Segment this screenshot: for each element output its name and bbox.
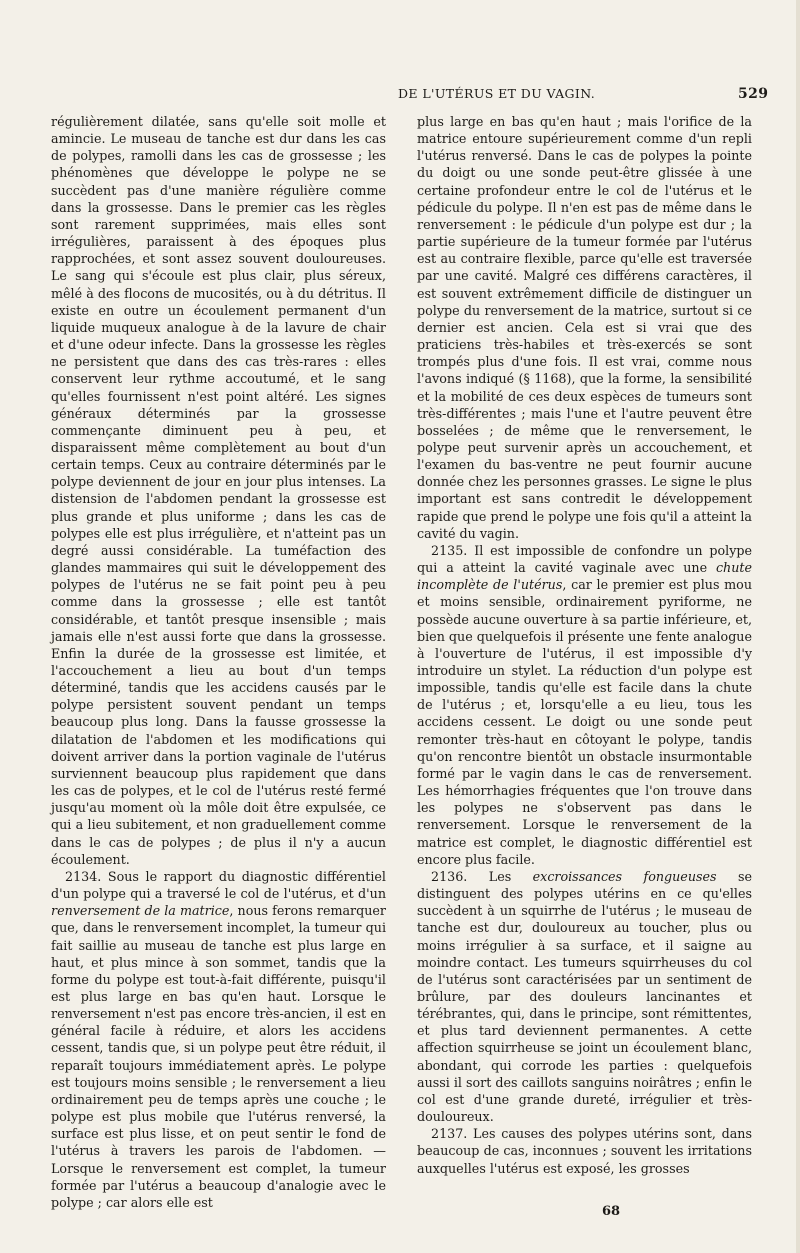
emphasis-term: chute incomplète de l'utérus	[417, 560, 752, 593]
running-title: DE L'UTÉRUS ET DU VAGIN.	[398, 86, 596, 101]
page-header	[0, 86, 800, 106]
section-number: 2136.	[431, 868, 468, 884]
section-number: 2134.	[65, 868, 102, 884]
paragraph-2136	[417, 868, 752, 1125]
paragraph-text: , car le premier est plus mou et moins sensible, ordinairement pyriforme, ne possède aucune ouverture à sa partie inférieure, et, bien que quelquefois il présente une fente analogue à l'ouverture de l'utérus, il est impossible d'y introduire un stylet. La réduction d'un polype est impossible, tandis qu'elle est facile dans la chute de l'utérus ; et, lorsqu'elle a eu lieu, tous les accidens cessent. Le doigt ou une sonde peut remonter très-haut en côtoyant le polype, tandis qu'on rencontre bientôt un obstacle insurmontable formé par le vagin dans le cas de renversement. Les hémorrhagies fréquentes que l'on trouve dans les polypes ne s'observent pas dans le renversement. Lorsque le renversement de la matrice est complet, le diagnostic différentiel est encore plus facile.	[417, 577, 752, 867]
paragraph-continued: plus large en bas qu'en haut ; mais l'orifice de la matrice entoure supérieurement comme d'un repli l'utérus renversé. Dans le cas de polypes la pointe du doigt ou une sonde peut-être glissée à une certaine profondeur entre le col de l'utérus et le pédicule du polype. Il n'en est pas de même dans le renversement : le pédicule d'un polype est dur ; la partie supérieure de la tumeur formée par l'utérus est au contraire flexible, parce qu'elle est traversée par une cavité. Malgré ces différens caractères, il est souvent extrêmement difficile de distinguer un polype du renversement de la matrice, surtout si ce dernier est ancien. Cela est si vrai que des praticiens très-habiles et très-exercés se sont trompés plus d'une fois. Il est vrai, comme nous l'avons indiqué (§ 1168), que la forme, la sensibilité et la mobilité de ces deux espèces de tumeurs sont très-différentes ; mais l'une et l'autre peuvent être bosselées ; de même que le renversement, le polype peut survenir après un accouchement, et l'examen du bas-ventre ne peut fournir aucune donnée chez les personnes grasses. Le signe le plus important est sans contredit le développement rapide que prend le polype une fois qu'il a atteint la cavité du vagin.	[417, 114, 752, 541]
paragraph-text: , nous ferons remarquer que, dans le renversement incomplet, la tumeur qui fait saillie au museau de tanche est plus large en haut, et plus mince à son sommet, tandis que la forme du polype est tout-à-fait différente, puisqu'il est plus large en bas qu'en haut. Lorsque le renversement n'est pas encore très-ancien, il est en général facile à réduire, et alors les accidens cessent, tandis que, si un polype peut être réduit, il reparaît toujours immédiatement après. Le polype est toujours moins sensible ; le renversement a lieu ordinairement peu de temps après une couche ; le polype est plus mobile que l'utérus renversé, la surface est plus lisse, et on peut sentir le fond de l'utérus à travers les parois de l'abdomen. — Lorsque le renversement est complet, la tumeur formée par l'utérus a beaucoup d'analogie avec le polype ; car alors elle est	[51, 903, 386, 1210]
paragraph-2134	[51, 868, 386, 1211]
paragraph-text: se distinguent des polypes utérins en ce qu'elles succèdent à un squirrhe de l'utérus ; le museau de tanche est dur, douloureux au toucher, plus ou moins irrégulier à sa surface, et il saigne au moindre contact. Les tumeurs squirrheuses du col de l'utérus sont caractérisées par un sentiment de brûlure, par des douleurs lancinantes et térébrantes, qui, dans le principe, sont rémittentes, et plus tard deviennent permanentes. A cette affection squirrheuse se joint un écoulement blanc, abondant, qui corrode les parties : quelquefois aussi il sort des caillots sanguins noirâtres ; enfin le col est d'une grande dureté, irrégulier et très-douloureux.	[417, 868, 752, 1125]
paragraph-text: Il est impossible de confondre un polype qui a atteint la cavité vaginale avec une	[417, 542, 752, 576]
section-number: 2135.	[431, 542, 468, 558]
left-column	[51, 113, 386, 1211]
page-number: 529	[738, 86, 769, 102]
paragraph-2135	[417, 542, 752, 868]
emphasis-term: excroissances fongueuses	[532, 868, 717, 884]
emphasis-term: renversement de la matrice	[51, 903, 230, 919]
paragraph-text: Sous le rapport du diagnostic différentiel d'un polype qui a traversé le col de l'utérus, et d'un	[51, 868, 386, 902]
paragraph-text: Les	[467, 868, 533, 884]
paragraph-2137: 2137. Les causes des polypes utérins sont, dans beaucoup de cas, inconnues ; souvent les irritations auxquelles l'utérus est exposé, les grosses	[417, 1126, 752, 1176]
right-column	[417, 113, 752, 1177]
paragraph-continued: régulièrement dilatée, sans qu'elle soit molle et amincie. Le museau de tanche est dur dans les cas de polypes, ramolli dans les cas de grossesse ; les phénomènes que développe le polype ne se succèdent pas d'une manière régulière comme dans la grossesse. Dans le premier cas les règles sont rarement supprimées, mais elles sont irrégulières, paraissent à des époques plus rapprochées, et sont assez souvent douloureuses. Le sang qui s'écoule est plus clair, plus séreux, mêlé à des flocons de mucosités, ou à du détritus. Il existe en outre un écoulement permanent d'un liquide muqueux analogue à de la lavure de chair et d'une odeur infecte. Dans la grossesse les règles ne persistent que dans des cas très-rares : elles conservent leur rythme accoutumé, et le sang qu'elles fournissent n'est point altéré. Les signes généraux déterminés par la grossesse commençante diminuent peu à peu, et disparaissent même complètement au bout d'un certain temps. Ceux au contraire déterminés par le polype deviennent de jour en jour plus intenses. La distension de l'abdomen pendant la grossesse est plus grande et plus uniforme ; dans les cas de polypes elle est plus irrégulière, et n'atteint pas un degré aussi considérable. La tuméfaction des glandes mammaires qui suit le développement des polypes de l'utérus ne se fait point peu à peu comme dans la grossesse ; elle est tantôt considérable, et tantôt presque insensible ; mais jamais elle n'est aussi forte que dans la grossesse. Enfin la durée de la grossesse est limitée, et l'accouchement a lieu au bout d'un temps déterminé, tandis que les accidens causés par le polype persistent souvent pendant un temps beaucoup plus long. Dans la fausse grossesse la dilatation de l'abdomen et les modifications qui doivent arriver dans la portion vaginale de l'utérus surviennent beaucoup plus rapidement que dans les cas de polypes, et le col de l'utérus resté fermé jusqu'au moment où la môle doit être expulsée, ce qui a lieu subitement, et non graduellement comme dans le cas de polypes ; de plus il n'y a aucun écoulement.	[51, 114, 386, 867]
page-edge	[796, 0, 800, 1253]
signature-mark: 68	[602, 1204, 621, 1219]
